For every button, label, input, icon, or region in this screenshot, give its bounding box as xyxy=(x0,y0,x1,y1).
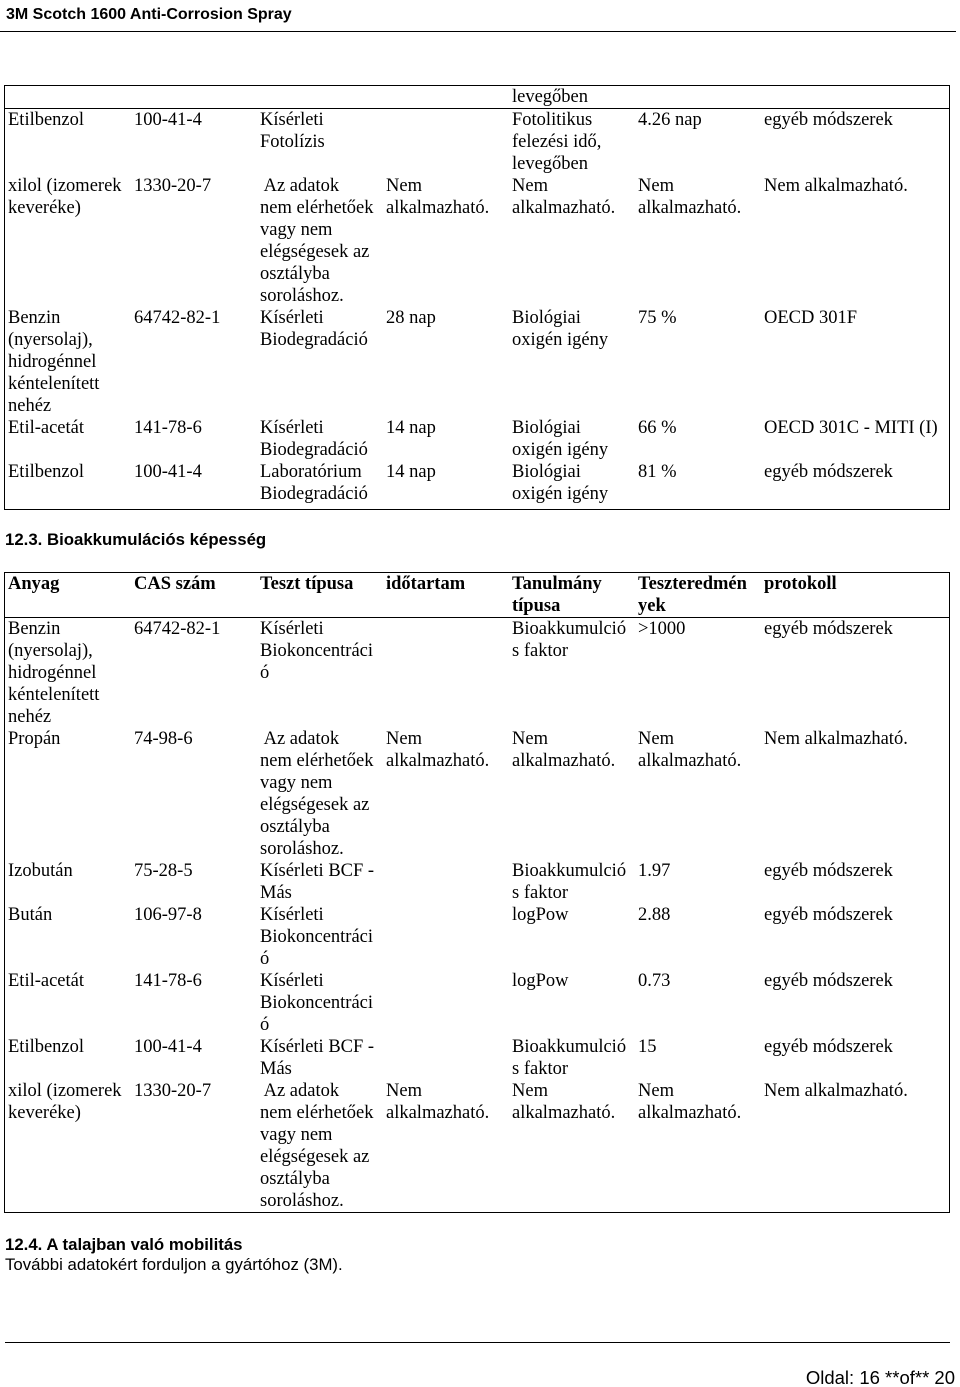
table-row xyxy=(5,618,949,728)
column-header-protocol: protokoll xyxy=(764,574,837,594)
cas-number-cell: 64742-82-1 xyxy=(134,619,221,639)
duration-cell: Nem alkalmazható. xyxy=(386,1081,490,1123)
table-row xyxy=(5,904,949,970)
study-type-cell: Biológiai oxigén igény xyxy=(512,462,609,504)
duration-cell xyxy=(383,1036,509,1080)
protocol-cell: egyéb módszerek xyxy=(764,110,893,130)
section-heading-12-3: 12.3. Bioakkumulációs képesség xyxy=(5,530,267,549)
substance-cell: Etilbenzol xyxy=(8,1037,85,1057)
header-rule xyxy=(0,31,956,32)
column-header-duration: időtartam xyxy=(386,574,466,594)
substance-cell xyxy=(5,86,131,108)
table-row xyxy=(5,109,949,175)
substance-cell: Benzin (nyersolaj), hidrogénnel kéntelenített nehéz xyxy=(8,308,100,416)
duration-cell xyxy=(383,904,509,970)
test-type-cell: Kísérleti Biodegradáció xyxy=(260,308,368,350)
column-header-substance: Anyag xyxy=(8,574,60,594)
duration-cell xyxy=(383,86,509,108)
substance-cell: Bután xyxy=(8,905,53,925)
test-type-cell xyxy=(257,86,383,108)
duration-cell xyxy=(383,970,509,1036)
substance-cell: Etilbenzol xyxy=(8,462,85,482)
duration-cell xyxy=(383,109,509,175)
cas-number-cell: 100-41-4 xyxy=(134,1037,202,1057)
table-row xyxy=(5,860,949,904)
cas-number-cell xyxy=(131,86,257,108)
table-row xyxy=(5,417,949,461)
study-type-cell: Nem alkalmazható. xyxy=(512,729,616,771)
duration-cell: Nem alkalmazható. xyxy=(386,729,490,771)
substance-cell: xilol (izomerek keveréke) xyxy=(8,176,122,218)
study-type-cell: Bioakkumulció s faktor xyxy=(512,1037,627,1079)
column-header-test-type: Teszt típusa xyxy=(260,574,354,594)
protocol-cell: Nem alkalmazható. xyxy=(764,729,908,749)
cas-number-cell: 1330-20-7 xyxy=(134,1081,212,1101)
substance-cell: xilol (izomerek keveréke) xyxy=(8,1081,122,1123)
test-result-cell: 15 xyxy=(638,1037,657,1057)
test-result-cell: 1.97 xyxy=(638,861,671,881)
substance-cell: Etilbenzol xyxy=(8,110,85,130)
study-type-cell: levegőben xyxy=(512,87,589,107)
cas-number-cell: 141-78-6 xyxy=(134,418,202,438)
protocol-cell: Nem alkalmazható. xyxy=(764,176,908,196)
section-heading-12-4: 12.4. A talajban való mobilitás xyxy=(5,1235,243,1254)
substance-cell: Etil-acetát xyxy=(8,971,85,991)
protocol-cell: OECD 301F xyxy=(764,308,858,328)
cas-number-cell: 106-97-8 xyxy=(134,905,202,925)
study-type-cell: logPow xyxy=(512,971,569,991)
test-type-cell: Az adatok nem elérhetőek vagy nem elégségesek az osztályba soroláshoz. xyxy=(260,729,374,859)
study-type-cell: Bioakkumulció s faktor xyxy=(512,861,627,903)
protocol-cell: OECD 301C - MITI (I) xyxy=(764,418,938,438)
test-type-cell: Az adatok nem elérhetőek vagy nem elégségesek az osztályba soroláshoz. xyxy=(260,1081,374,1211)
table-header-row xyxy=(5,573,949,618)
test-type-cell: Kísérleti Biodegradáció xyxy=(260,418,368,460)
page-number: Oldal: 16 **of** 20 xyxy=(805,1367,955,1387)
test-type-cell: Kísérleti BCF - Más xyxy=(260,1037,375,1079)
biodegradation-table xyxy=(4,85,950,510)
study-type-cell: Nem alkalmazható. xyxy=(512,1081,616,1123)
cas-number-cell: 100-41-4 xyxy=(134,110,202,130)
cas-number-cell: 141-78-6 xyxy=(134,971,202,991)
cas-number-cell: 75-28-5 xyxy=(134,861,193,881)
test-result-cell xyxy=(635,86,761,108)
protocol-cell: egyéb módszerek xyxy=(764,619,893,639)
substance-cell: Propán xyxy=(8,729,61,749)
substance-cell: Izobután xyxy=(8,861,73,881)
study-type-cell: Bioakkumulció s faktor xyxy=(512,619,627,661)
test-result-cell: 81 % xyxy=(638,462,677,482)
protocol-cell: Nem alkalmazható. xyxy=(764,1081,908,1101)
study-type-cell: Biológiai oxigén igény xyxy=(512,418,609,460)
test-result-cell: 66 % xyxy=(638,418,677,438)
test-type-cell: Kísérleti Fotolízis xyxy=(260,110,325,152)
table-row xyxy=(5,307,949,417)
study-type-cell: Fotolitikus felezési idő, levegőben xyxy=(512,110,602,174)
section-12-4-text: További adatokért forduljon a gyártóhoz (3M). xyxy=(5,1255,343,1274)
protocol-cell: egyéb módszerek xyxy=(764,861,893,881)
study-type-cell: Nem alkalmazható. xyxy=(512,176,616,218)
duration-cell: 14 nap xyxy=(386,418,436,438)
cas-number-cell: 1330-20-7 xyxy=(134,176,212,196)
cas-number-cell: 74-98-6 xyxy=(134,729,193,749)
column-header-cas-number: CAS szám xyxy=(134,574,216,594)
column-header-study-type: Tanulmány típusa xyxy=(512,574,602,616)
duration-cell xyxy=(383,618,509,728)
test-type-cell: Kísérleti Biokoncentráci ó xyxy=(260,619,374,683)
table-row xyxy=(5,461,949,505)
study-type-cell: Biológiai oxigén igény xyxy=(512,308,609,350)
duration-cell: 28 nap xyxy=(386,308,436,328)
table-row xyxy=(5,1080,949,1212)
test-result-cell: Nem alkalmazható. xyxy=(638,729,742,771)
duration-cell xyxy=(383,860,509,904)
protocol-cell: egyéb módszerek xyxy=(764,1037,893,1057)
table-row xyxy=(5,175,949,307)
test-result-cell: 0.73 xyxy=(638,971,671,991)
test-result-cell: Nem alkalmazható. xyxy=(638,176,742,218)
duration-cell: 14 nap xyxy=(386,462,436,482)
footer-rule xyxy=(5,1342,950,1343)
protocol-cell xyxy=(761,86,949,108)
protocol-cell: egyéb módszerek xyxy=(764,905,893,925)
document-title: 3M Scotch 1600 Anti-Corrosion Spray xyxy=(6,6,292,23)
table-row xyxy=(5,728,949,860)
test-type-cell: Az adatok nem elérhetőek vagy nem elégségesek az osztályba soroláshoz. xyxy=(260,176,374,306)
test-result-cell: Nem alkalmazható. xyxy=(638,1081,742,1123)
test-type-cell: Kísérleti BCF - Más xyxy=(260,861,375,903)
test-result-cell: 75 % xyxy=(638,308,677,328)
table-row xyxy=(5,86,949,109)
table-row xyxy=(5,970,949,1036)
substance-cell: Benzin (nyersolaj), hidrogénnel kéntelenített nehéz xyxy=(8,619,100,727)
study-type-cell: logPow xyxy=(512,905,569,925)
substance-cell: Etil-acetát xyxy=(8,418,85,438)
test-result-cell: 2.88 xyxy=(638,905,671,925)
duration-cell: Nem alkalmazható. xyxy=(386,176,490,218)
bioaccumulation-table xyxy=(4,572,950,1213)
cas-number-cell: 64742-82-1 xyxy=(134,308,221,328)
column-header-test-result: Teszteredmén yek xyxy=(638,574,747,616)
protocol-cell: egyéb módszerek xyxy=(764,462,893,482)
test-type-cell: Kísérleti Biokoncentráci ó xyxy=(260,971,374,1035)
test-result-cell: >1000 xyxy=(638,619,686,639)
test-type-cell: Laboratórium Biodegradáció xyxy=(260,462,368,504)
cas-number-cell: 100-41-4 xyxy=(134,462,202,482)
test-result-cell: 4.26 nap xyxy=(638,110,702,130)
table-row xyxy=(5,1036,949,1080)
test-type-cell: Kísérleti Biokoncentráci ó xyxy=(260,905,374,969)
protocol-cell: egyéb módszerek xyxy=(764,971,893,991)
